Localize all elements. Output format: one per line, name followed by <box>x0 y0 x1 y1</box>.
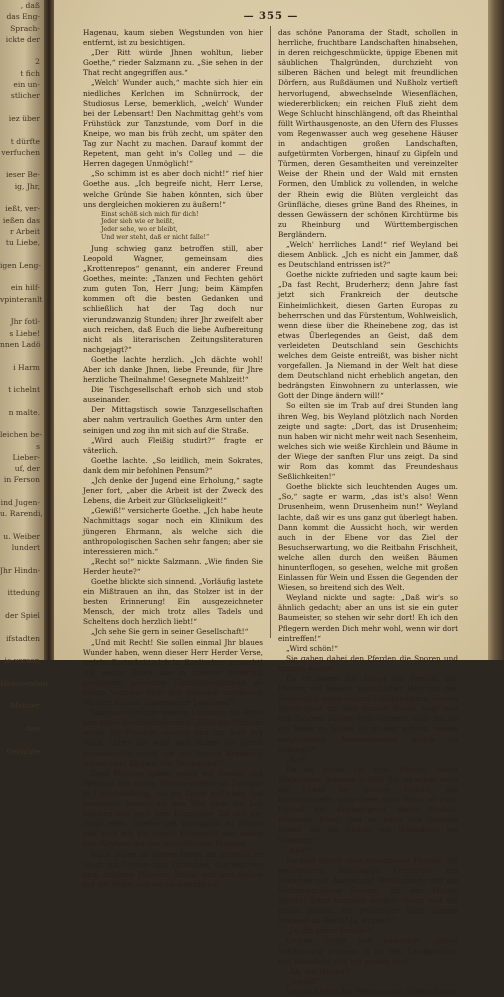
paragraph: Zwei Stunden später sehen wir Goethe und Weyland mit einem Pferdeverleiher an Zwinger in Unterhandlung, wo sie Rosse entliehen und bestiegen, worauf sie den Weg über die Zell nahmen und nach dem Breisacher Tor und der Stadt eilen. Goethe saß vorzüglich zu Pferde und such wie ein junger Kriegsgott aus, neben ihm Weyland mit der vortrefflichen Pendant. <box>83 768 263 849</box>
paragraph: „Jawohl!“ <box>286 976 322 986</box>
paragraph: Weyland trieb das Pferd an und Goethe folgte. <box>286 986 458 996</box>
left-margin-line: Jhr fotl- <box>10 317 40 327</box>
left-margin-line: t fich <box>20 68 40 78</box>
left-margin-line: vpinteranlt <box>0 294 43 304</box>
paragraph: das schöne Panorama der Stadt, schollen in herrliche, fruchtbare Landschaften hinabsehen, in deren reichgeschmückte, üppige Ebenen mit säublichen Thalgründen, durchzieht von silberen Bächen und belegt mit freundlichen Dörfern, aus Rußdäumen und Nußholz vertieft hervorlugend, abwechselnde Wiesenflächen, wiedererblicken; ein reichen Fluß zieht dem Wege Schlucht hinschlängend, oft das Rheinthal füllt Wirthausgenoste, an den Ufern des Flusses vom Regenwasser auch weg gesehene Häuser in andachtigen großen Landschaften, aufgetürmten Vorbergen, hinauf zu Gipfeln und Türmen, deren Gesamtheiten und vereinzelter Weise der Rhein und der Wald mit ernsten Formen, den Umblick zu vollenden, in welche der Rhein ewig die Blüten vergleicht das Grünfläche, dieses grüne Band des Rheines, in dessen Gewässern der schönen Kirchtürme bis zu Rheinburg und Württembergischen Bergländern. <box>278 28 458 239</box>
column-right <box>278 28 458 996</box>
left-margin-line: , daß <box>20 1 40 10</box>
left-margin-line: Lieber- <box>12 452 40 462</box>
left-margin-line: n malte. <box>8 407 40 417</box>
left-margin-line: Haussenden <box>0 678 48 688</box>
paragraph: „Wird auch Fleißig studirt?“ fragte er väterlich. <box>83 435 263 455</box>
left-margin-line: den <box>25 724 40 733</box>
paragraph: „So?“ <box>286 754 307 764</box>
left-margin-line: ickte der <box>5 34 40 44</box>
paragraph: Da ist ferner die Frau Pfarrer, Maria Magdalena, geborne Schöll! Sie ist schon nach die Löwin der ganzen Familie, die Brunnenquelle, ganz diese erste Ruhe, ob zwar Einfluß der Rheingegend, deren Einfluß, früherem Ernst, fast so hoch in's Geistige hinauf, als die Oberin von Hohenburg bei Schwarz!“ <box>278 764 458 845</box>
left-margin-line: ein hilf- <box>10 283 40 293</box>
poem-quote <box>101 211 263 242</box>
left-margin-line <box>0 667 44 678</box>
left-margin-line <box>0 599 44 610</box>
left-margin-line: ein un- <box>13 80 40 90</box>
paragraph: Salzmann drückte seinem Lieblinge die Hand und sagte abschiednehmend: „Dort am Münster sehen die Freunde unserer und ich muß in's Haus. Leben Sie wohl und säcken Sie Jhrem verwundeten (noch von der letzten Krankheit schwachen) Körper! Viel Vergnügen!“ <box>83 708 263 768</box>
paragraph: „Ah, mit Herder?“ <box>286 966 354 976</box>
left-margin-line <box>0 45 44 56</box>
column-divider <box>270 26 271 638</box>
paragraph: Weyland nickte und sagte: „Daß wir's so ähnlich gedacht; aber an uns ist sie ein guter Baumeister, so stehen wir sehr dort! Eh ich den Pflegern werden Dich mehr wohl, wenn wir dort eintreffen!“ <box>278 593 458 643</box>
paragraph: „Jch sehe Sie gern in seiner Gesellschaft!“ <box>91 627 249 637</box>
left-margin-line <box>0 644 44 655</box>
left-margin-line: 2 <box>35 57 40 67</box>
paragraph: „Recht so!“ nickte Salzmann. „Wie finden Sie Herder heute?“ <box>83 556 263 576</box>
paragraph: Der Mittagstisch sowie Tanzgesellschaften aber nahm vertraulich Goethes Arm unter den seinigen und zog ihn mit sich auf die Straße. <box>83 405 263 435</box>
paragraph: Goethe blickte sich sinnend. „Vorläufig lastete ein Mißtrauen an ihn, das Stolzer ist in der besten Erinnerung! Ein ausgezeichneter Mensch, der mich trotz alles Tadels und Scheltens doch herzlich liebt!“ <box>83 576 263 627</box>
left-margin-line: ig, Jhr, <box>14 181 40 191</box>
paragraph: Jung schwieg ganz betroffen still, aber Leopold Wagner, gemeinsam dies „Krottenrepos“ genannt, ein anderer Freund Goethes, meinte: „Tanzen und Fechten gehört zum guten Ton, Herr Jung; beim Kämpfen kommen oft die besten Gedanken und schließlich hat der Tag doch nur vierundzwanzig Stunden; ihrer Jhr zweifelt aber auch reichen, daß Euch die liebe Aufbereitung nicht als literarischen Zeitungsliteraturen nachgejagt?“ <box>83 243 263 354</box>
left-margin-line <box>0 373 44 384</box>
left-margin-line: Sprach- <box>10 23 40 33</box>
left-margin-line: u. Rarendi, <box>0 509 43 519</box>
left-margin-line <box>0 192 44 203</box>
paragraph: „Welch' Wunder auch,“ machte sich hier ein niedliches Kerlchen im Schnürrock, der Studiosus Lerse, bemerklich, „welch' Wunder bei der Lebensart! Den Nachmittag geht's vom Frühstück zur Tanzstunde, vom Dorf in die Kneipe, wo man bis früh zecht, um später den Tag zur Nacht zu machen. Darauf kommt der Repetent, man geht in's Colleg und — die Herren dagegen Unmöglich!“ <box>83 78 263 169</box>
left-margin-line: igen Leng- <box>0 260 41 270</box>
left-margin-line <box>0 712 44 723</box>
left-margin-line: t dürfte <box>10 136 40 146</box>
left-margin-line <box>0 486 44 497</box>
paragraph: „Und mit Recht! Sie sollen einmal Jhr blaues Wunder haben, wenn dieser Herr Herder Verse, welche Fortschritte ich im Englischen gemacht! Ich werde Jhnen das in unserer neuerlich gestifteten gelehrten Übungsgesellschaft an einem Vortrage über den genialen englischen Dichter William Shakespeare beweisen!“ <box>83 637 263 708</box>
left-margin-line <box>0 520 44 531</box>
left-margin-line: ittedung <box>7 588 40 598</box>
paragraph: Sie gaben dabei den Pferden die Sporen und trabten weiter. <box>278 653 458 673</box>
column-left <box>83 28 263 889</box>
left-margin-line: stlicher <box>10 91 40 101</box>
paragraph: Goethe nickte zufrieden und sagte kaum bei: „Da fast Recht, Bruderherz; denn Jahre fast jetzt sich Frankreich der deutsche Einheimlichkeit, diesen Garten Europas zu beherrschen und das Fürstentum, Wohlweislich, wenn diese über die Rheinebene zog, das ist etwas Überlegendes an Geist, daß dem verleideten Deutschland sein Geschichts welches dem Geiste entreißt, was bisher nicht vorgefallen. Ja Niemand in der Welt hat diese dem Deutschland nicht erheblich angetan, den bedrängsten Einwohnern zu unterlassen, wie Gott der Dinge ändern will!“ <box>278 270 458 401</box>
left-page-fragment <box>0 0 48 756</box>
left-margin-line <box>0 621 44 632</box>
right-page <box>54 0 488 996</box>
left-margin-line: nnen Ladö <box>0 339 41 349</box>
left-margin-line <box>0 554 44 565</box>
left-margin-line <box>0 249 44 260</box>
paragraph: „Der Ritt würde Jhnen wohltun, lieber Goethe,“ rieder Salzmann zu. „Sie sehen in der That recht angegriffen aus.“ <box>83 48 263 78</box>
paragraph: So eilten sie im Trab auf drei Stunden lang ihren Weg, bis Weyland plötzlich nach Norden zeigte und sagte: „Dort, das ist Drusenheim; nun haben wir nicht mehr weit nach Sesenheim, welches sich wie weiße Kirchlein und Bäume in der Wiege der sanften Flur uns zeigt. Da sind wir Rom das kommt das Freundeshaus Seßlichkeiten!“ <box>278 401 458 482</box>
paragraph: „Wird schön!“ <box>286 643 338 653</box>
page-edge <box>488 0 504 660</box>
left-margin-line: tu Liebe, <box>5 238 40 248</box>
left-margin-line <box>0 734 44 745</box>
left-margin-line: in Ferson <box>3 475 40 485</box>
paragraph: Goethe blickte sich leuchtenden Auges um. „So,“ sagte er warm, „das ist's also! Wenn Drusenheim, wenn Drusenheim nun!“ Weyland lachte, daß wir es uns ganz gut überlegt haben. Dann kommt die Aussicht hoch, wir werden auch in der Ebene vor das Ziel der Besuchserwartung, wo die Reitbahn Frischheit, welche allen durch den weißen Bäumen hinunterflogen, so gesehen, welche mit großen Einlassen für Wein und Essen die Gegenden der Wiesen, so breitend sich des Welt. <box>278 482 458 593</box>
paragraph: Nach ließen sie bieben Reiter die anfehnliche Stadt mit Türmen und Türmchen, überragt von dem schönen Münster, hinter sich und sielten auf der Höhe, von wo sie weithin auf <box>83 849 263 889</box>
left-margin-line: der Spiel <box>5 611 40 621</box>
left-margin-line <box>0 395 44 406</box>
left-margin-line: t ichelnt <box>8 385 40 395</box>
left-margin-line: das Eng- <box>6 12 40 22</box>
paragraph: Goethe lachte. „So leidlich, mein Sokrates, dank dem mir befohlnen Pensum?“ <box>83 455 263 475</box>
paragraph: „Gewiß!“ versicherte Goethe. „Jch habe heute Nachmittags sogar noch ein Klinikum des jüngeren Ehrmann, als welche sich die anthropologischen Sachen sehr fangen; aber sie interessieren mich.“ <box>83 506 263 556</box>
poem-line: Jeder sieh wie er heißt, <box>101 218 175 226</box>
left-margin-line: Meister <box>10 701 40 711</box>
poem-line: Und wer steht, daß er nicht falle!“ <box>101 234 210 242</box>
left-margin-line: s Liebe! <box>9 328 40 338</box>
left-margin-line: ießen das <box>2 215 40 225</box>
left-margin-line: ind Jugen- <box>0 498 40 508</box>
left-margin-line <box>0 689 44 700</box>
left-margin-line <box>0 271 44 282</box>
left-margin-line <box>0 576 44 587</box>
left-margin-line <box>0 102 44 113</box>
poem-line: Einst schöß sich mich für dich! <box>101 210 199 218</box>
left-margin-line: uf, der <box>14 464 40 474</box>
left-margin-line: lundert <box>11 543 40 553</box>
left-margin-line: s <box>36 441 40 451</box>
left-margin-line: u. Weiber <box>3 531 40 541</box>
left-margin-line <box>0 305 44 316</box>
paragraph: „Aha?“ <box>286 845 312 855</box>
left-margin-line <box>0 158 44 169</box>
left-margin-line: verfuchen <box>1 147 40 157</box>
left-margin-line: Gerichte <box>6 746 40 756</box>
left-margin-line: leichen be- <box>0 430 43 440</box>
left-margin-line: r Arbeit <box>10 226 40 236</box>
paragraph: „So schimm ist es aber doch nicht!“ rief hier Goethe aus. „Ich begreife nicht, Herr Lerse, welche Gründe Sie haben könnten, sich über uns dergleichen mokieren zu äußern!“ <box>83 169 263 209</box>
left-margin-line: ifstadten <box>5 633 40 643</box>
left-margin-line <box>0 350 44 361</box>
page-number: — 355 — <box>243 11 299 22</box>
left-margin-line: iez über <box>8 113 40 123</box>
paragraph: Goethe lachte und bemerkte: „Deine Schilderung erinnert ja an den Landprediger von Wakefield, den ich gerade lese!“ <box>278 936 458 966</box>
left-margin-line: ieser Be- <box>6 170 40 180</box>
paragraph: Die Tischgesellschaft erhob sich und stob auseinander. <box>83 385 263 405</box>
left-margin-line: ie vorsor, <box>4 656 40 666</box>
paragraph: Goethe lachte herzlich. „Jch dächte wohl! Aber ich danke Jhnen, liebe Freunde, für Jhre herzliche Theilnahme! Gesegnete Mahlzeit!“ <box>83 354 263 385</box>
paragraph: Da ist zuerst das Haupt der Familie, der Pfarrer, ein kleiner, gemütlicher Herr mit der Seelengüte eines echten Landpredigers, dessen Kindlichkeit dir sein ganzes Wesen zeigt und den Zuhörer auf der Erde erinnert, ohne ihn als ein Bauer zu halten. Er ist sehr erfreut, seinen aufgehenden Anwesenheiten gleich im Anfange!“ <box>278 674 458 754</box>
left-margin-line: Jhr Hindn- <box>0 565 41 575</box>
poem-line: Jeder sehe, wo er bleibt, <box>101 226 178 234</box>
paragraph: „Welch' herrliches Land!“ rief Weyland bei diesem Anblick. „Jch es nicht ein Jammer, daß es Deutschland entrissen ist?“ <box>278 239 458 270</box>
paragraph: Hagenau, kaum sieben Wegstunden von hier entfernt, ist zu besichtigen. <box>83 28 263 48</box>
paragraph: Da sind ferner zwei erwachsene Töchter, die bescheidene, blauäugige Friederike, ein Mädchen voll Anmut und Herzlichkeit, und die hochgewachsene Salome, die der Mutter gleicht! Dazu kommen endlich Georg und die kleine Sophie, ein prächtiges Kind, dessen Mamsell im Recht! Ja, Bruder!“ <box>278 855 458 926</box>
left-margin-line <box>0 418 44 429</box>
left-margin-line <box>0 124 44 135</box>
book-gutter <box>44 0 54 660</box>
paragraph: „Ja, die ganze Familie!“ <box>286 926 374 936</box>
left-margin-line: i Harm <box>13 362 40 372</box>
left-margin-line: ießt, ver- <box>5 204 40 214</box>
paragraph: „Jch denke der Jugend eine Erholung,“ sagte Jener fort, „aber die Arbeit ist der Zweck des Lebens, die Arbeit zur Glückseligkeit!“ <box>83 476 263 506</box>
